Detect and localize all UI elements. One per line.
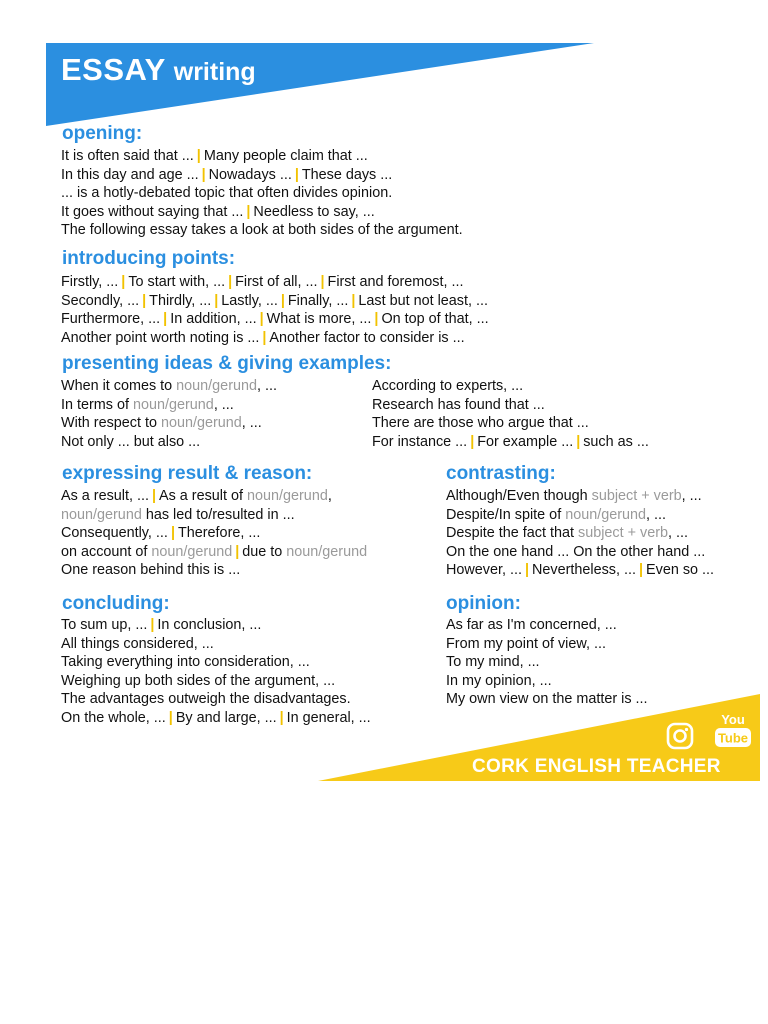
phrase-text: , ... — [213, 396, 234, 413]
phrase-text: In general, ... — [286, 709, 371, 726]
phrase-text: Taking everything into consideration, ... — [61, 654, 310, 671]
separator: | — [235, 543, 240, 560]
phrase-text: Although/Even though — [446, 488, 592, 504]
separator: | — [470, 433, 475, 450]
heading-opening: opening: — [62, 123, 143, 144]
placeholder-text: noun/gerund — [286, 543, 368, 560]
phrase-text: First and foremost, ... — [327, 274, 464, 290]
phrase-text: Not only ... but also ... — [61, 433, 201, 450]
heading-introducing-points: introducing points: — [62, 248, 236, 269]
phrase-text: It is often said that ... — [61, 148, 194, 164]
phrase-text: The advantages outweigh the disadvantages. — [61, 691, 351, 708]
separator: | — [576, 433, 581, 450]
placeholder-text: noun/gerund — [565, 506, 647, 523]
phrase-text: From my point of view, ... — [446, 635, 606, 652]
phrase-text: What is more, ... — [266, 311, 372, 328]
heading-concluding: concluding: — [62, 593, 170, 614]
phrase-text: Despite/In spite of — [446, 506, 566, 523]
phrase-text: Thirdly, ... — [149, 292, 212, 309]
brand-name: CORK ENGLISH TEACHER — [472, 756, 721, 777]
separator: | — [524, 562, 530, 579]
phrase-text: In this day and age ... — [61, 166, 199, 183]
phrase-text: on account of — [61, 543, 152, 560]
phrase-text: When it comes to — [61, 378, 177, 394]
phrase-text: such as ... — [583, 433, 649, 450]
phrase-text: First of all, ... — [235, 274, 318, 290]
phrase-text: Despite the fact that — [446, 525, 578, 542]
phrase-text: In conclusion, ... — [157, 617, 262, 633]
separator: | — [280, 292, 285, 309]
separator: | — [142, 292, 147, 309]
phrase-text: One reason behind this is ... — [61, 562, 241, 579]
phrase-text: , ... — [241, 415, 262, 432]
separator: | — [151, 488, 157, 504]
placeholder-text: subject + verb — [578, 525, 668, 542]
phrase-text: Another factor to consider is ... — [269, 329, 465, 346]
phrase-text: Firstly, ... — [61, 274, 119, 290]
phrase-text: As far as I'm concerned, ... — [446, 617, 617, 633]
separator: | — [246, 203, 251, 220]
phrase-text: For instance ... — [372, 433, 468, 450]
title-sub: writing — [173, 58, 256, 86]
separator: | — [201, 166, 206, 183]
phrase-text: According to experts, ... — [372, 378, 524, 394]
phrase-text: Many people claim that ... — [203, 148, 368, 164]
phrase-text: , ... — [257, 378, 277, 394]
phrase-text: With respect to — [61, 415, 161, 432]
separator: | — [168, 709, 173, 726]
phrase-text: Consequently, ... — [61, 525, 168, 542]
placeholder-text: noun/gerund — [61, 506, 142, 523]
phrase-text: As a result of — [159, 488, 247, 504]
separator: | — [279, 709, 284, 726]
phrase-text: On the whole, ... — [61, 709, 166, 726]
placeholder-text: subject + verb — [591, 488, 682, 504]
separator: | — [150, 617, 155, 633]
separator: | — [320, 274, 325, 290]
phrase-text: In my opinion, ... — [446, 672, 552, 689]
phrase-text: , ... — [646, 506, 667, 523]
instagram-icon — [666, 722, 694, 750]
separator: | — [262, 329, 267, 346]
phrase-text: On top of that, ... — [381, 311, 489, 328]
phrase-text: Therefore, ... — [177, 525, 261, 542]
phrase-text: My own view on the matter is ... — [446, 691, 648, 708]
separator: | — [163, 311, 168, 328]
phrase-text: Lastly, ... — [221, 292, 278, 309]
separator: | — [374, 311, 379, 328]
phrase-text: By and large, ... — [175, 709, 277, 726]
phrase-text: , ... — [668, 525, 688, 542]
separator: | — [351, 292, 356, 309]
placeholder-text: noun/gerund — [132, 396, 214, 413]
heading-presenting-ideas: presenting ideas & giving examples: — [62, 353, 392, 374]
phrase-text: Another point worth noting is ... — [61, 329, 260, 346]
phrase-text: For example ... — [477, 433, 574, 450]
phrase-text: due to — [242, 543, 287, 560]
placeholder-text: noun/gerund — [247, 488, 328, 504]
separator: | — [170, 525, 175, 542]
separator: | — [259, 311, 264, 328]
separator: | — [121, 274, 126, 290]
phrase-text: Last but not least, ... — [358, 292, 488, 309]
phrase-text: In terms of — [61, 396, 133, 413]
phrase-text: It goes without saying that ... — [61, 203, 244, 220]
phrase-text: In addition, ... — [170, 311, 257, 328]
phrase-text: Research has found that ... — [372, 396, 545, 413]
phrase-text: As a result, ... — [61, 488, 149, 504]
placeholder-text: noun/gerund — [151, 543, 233, 560]
phrase-text: There are those who argue that ... — [372, 415, 589, 432]
placeholder-text: noun/gerund — [176, 378, 257, 394]
heading-contrasting: contrasting: — [446, 463, 556, 484]
separator: | — [639, 562, 644, 579]
phrase-text: Even so ... — [646, 562, 715, 579]
separator: | — [214, 292, 219, 309]
heading-opinion: opinion: — [446, 593, 521, 614]
phrase-text: However, ... — [446, 562, 522, 579]
phrase-text: Nowadays ... — [208, 166, 292, 183]
phrase-text: ... is a hotly-debated topic that often divides opinion. — [61, 185, 393, 202]
phrase-text: Secondly, ... — [61, 292, 140, 309]
phrase-text: On the one hand ... On the other hand ... — [446, 543, 706, 560]
phrase-text: The following essay takes a look at both sides of the argument. — [61, 222, 463, 239]
phrase-text: , — [327, 488, 332, 504]
separator: | — [196, 148, 201, 164]
placeholder-text: noun/gerund — [160, 415, 242, 432]
separator: | — [294, 166, 299, 183]
phrase-text: These days ... — [301, 166, 393, 183]
phrase-text: Needless to say, ... — [253, 203, 375, 220]
youtube-tube-text: Tube — [717, 730, 749, 746]
heading-result-reason: expressing result & reason: — [62, 463, 313, 484]
phrase-text: Nevertheless, ... — [532, 562, 636, 579]
phrase-text: Finally, ... — [287, 292, 349, 309]
title-main: ESSAY — [61, 52, 166, 87]
phrase-text: To sum up, ... — [61, 617, 148, 633]
phrase-text: has led to/resulted in ... — [141, 506, 295, 523]
phrase-text: , ... — [681, 488, 702, 504]
youtube-icon — [713, 710, 753, 750]
separator: | — [228, 274, 233, 290]
phrase-text: To my mind, ... — [446, 654, 540, 671]
phrase-text: All things considered, ... — [61, 635, 214, 652]
phrase-text: To start with, ... — [128, 274, 226, 290]
youtube-you-text: You — [721, 712, 745, 727]
phrase-text: Weighing up both sides of the argument, ... — [61, 672, 336, 689]
phrase-text: Furthermore, ... — [61, 311, 161, 328]
